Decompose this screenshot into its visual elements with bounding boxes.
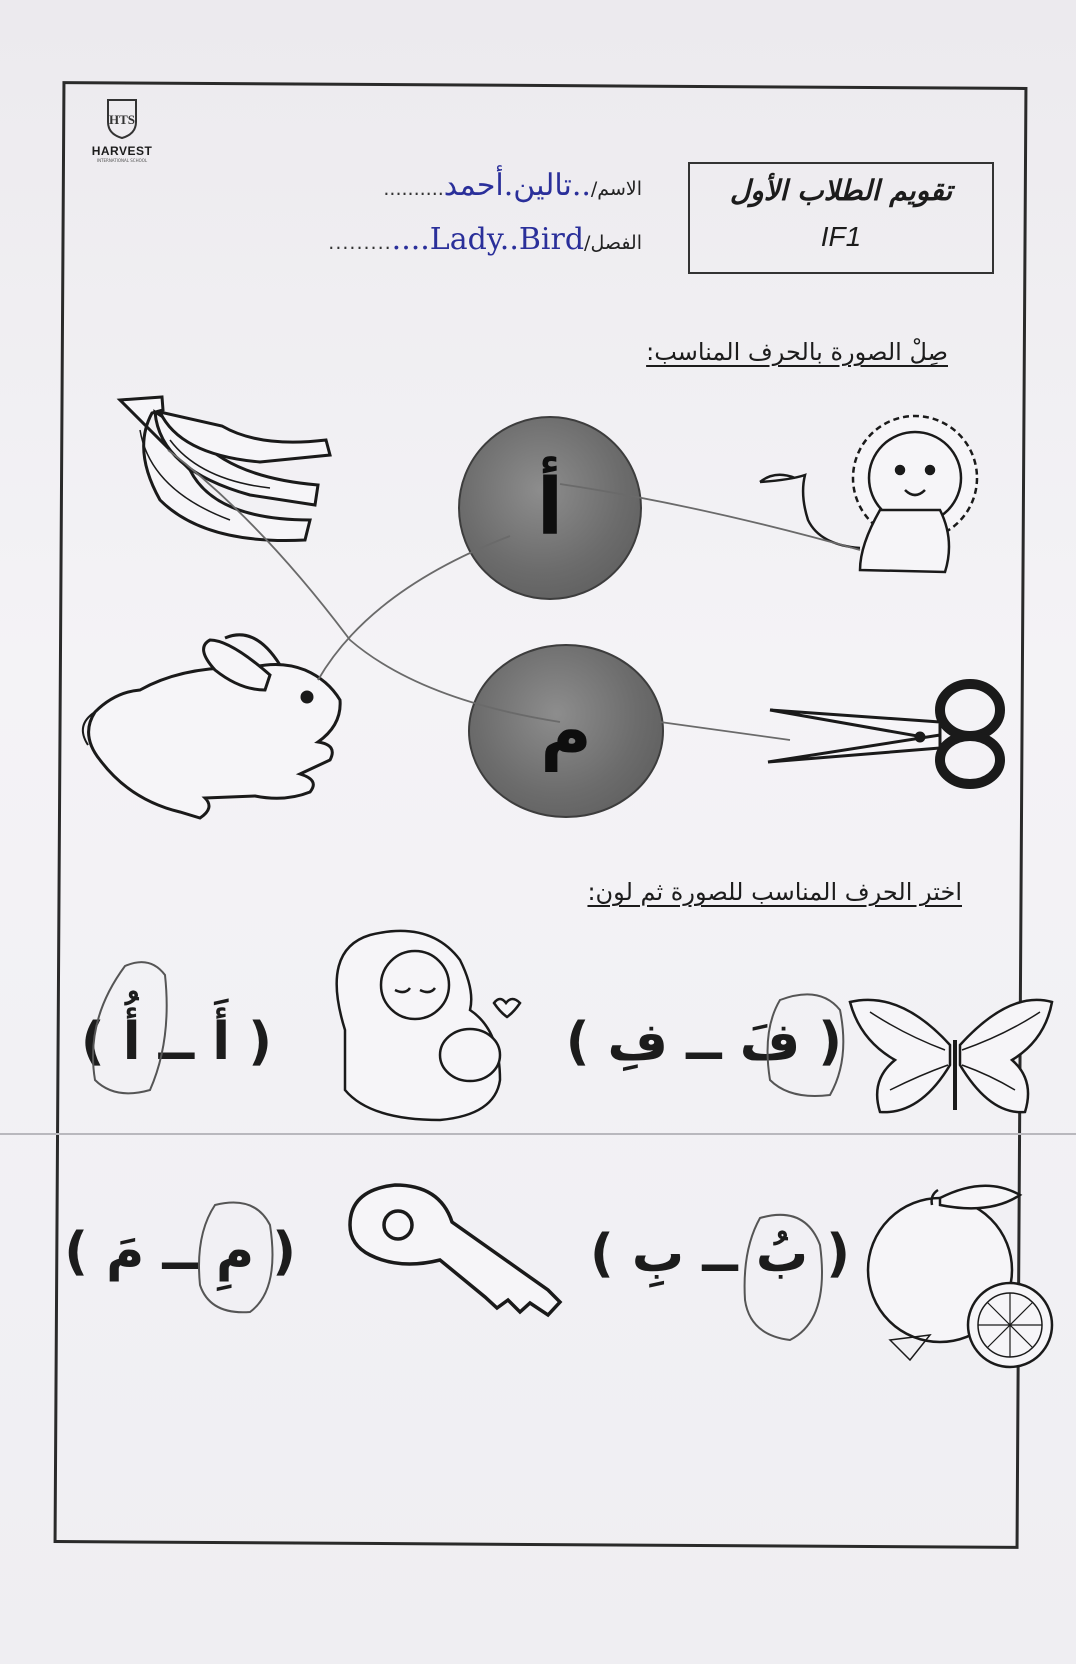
scissors-icon[interactable] [768,684,1000,784]
letter-meem: م [540,690,592,772]
lion-icon[interactable] [760,416,977,572]
rabbit-icon[interactable] [83,635,340,818]
key-icon[interactable] [350,1185,560,1315]
assessment-title: تقويم الطلاب الأول [729,174,953,207]
line-rabbit-alef [318,536,510,680]
name-label: الاسم/ [590,178,642,200]
banana-icon[interactable] [120,397,330,541]
choice-mother[interactable]: ( أَ ــ أُ ) [80,1012,272,1072]
circle-answer-butterfly [768,994,844,1096]
choice-butterfly[interactable]: ( فَ ــ فِ ) [565,1012,842,1072]
letter-alef: أ [536,463,564,553]
circle-answer-orange [745,1215,822,1340]
class-dots: ......... [328,232,392,254]
orange-icon[interactable] [868,1186,1052,1367]
mother-baby-icon[interactable] [337,931,520,1120]
class-value: ....Lady..Bird [391,222,585,257]
logo-subtext: INTERNATIONAL SCHOOL [96,158,148,163]
section2-instruction: اختر الحرف المناسب للصورة ثم لون: [587,878,962,906]
line-alef-lion [560,484,860,550]
circle-answer-key [199,1203,273,1313]
logo-text: HARVEST [91,144,153,158]
class-code: IF1 [820,221,862,252]
choice-orange[interactable]: ( بُ ــ بِ ) [590,1224,850,1284]
circle-answer-mother [93,962,167,1093]
name-value: ..تالين.أحمد [443,168,591,203]
butterfly-icon[interactable] [850,1000,1052,1112]
section1-instruction: صِلْ الصورة بالحرف المناسب: [646,338,948,366]
choice-key[interactable]: ( مِ ــ مَ ) [64,1222,296,1282]
class-label: الفصل/ [584,232,642,254]
svg-text:HTS: HTS [108,112,136,127]
line-meem-scissors [660,722,790,740]
name-dots: .......... [383,178,444,200]
